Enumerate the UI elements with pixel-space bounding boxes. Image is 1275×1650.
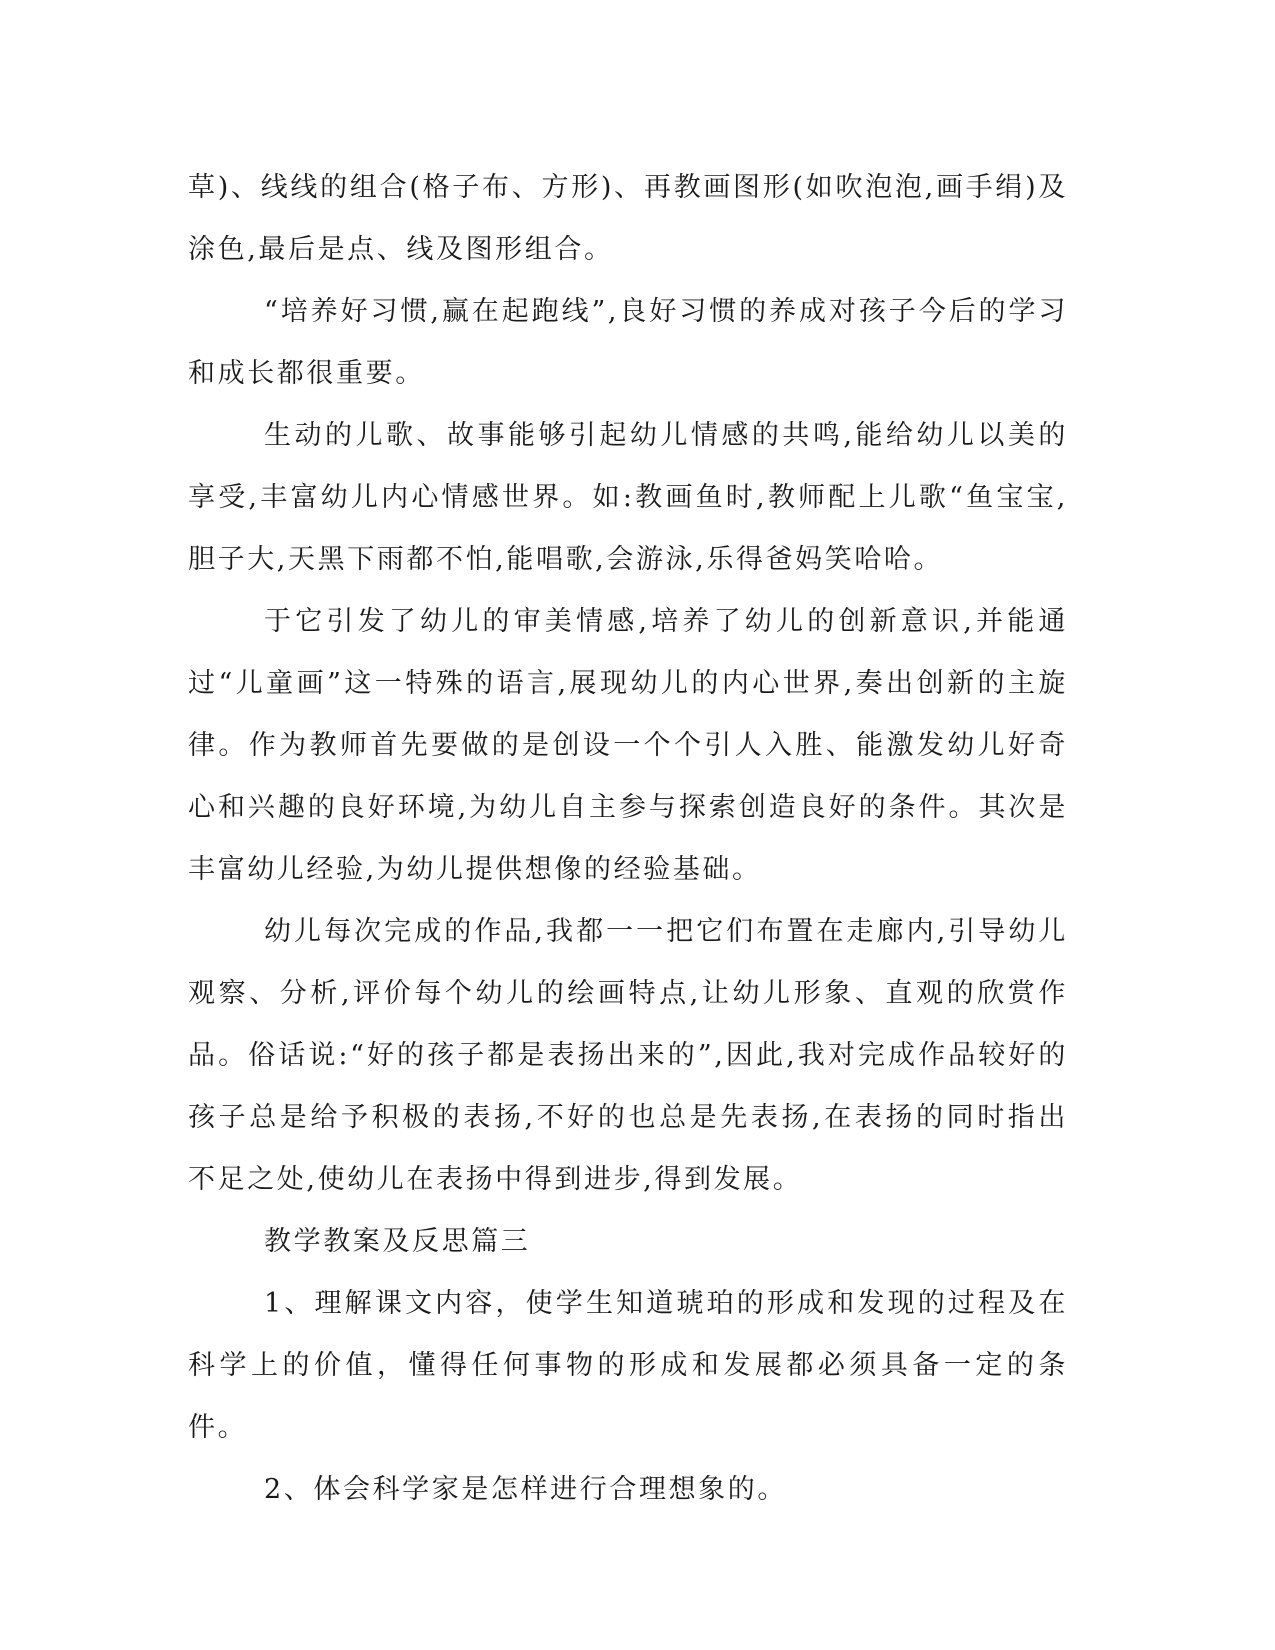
list-item: 2、体会科学家是怎样进行合理想象的。 <box>264 1474 787 1505</box>
list-item: 1、理解课文内容，使学生知道琥珀的形成和发现的过程及在科学上的价值，懂得任何事物的形成和发展都必须具备一定的条件。 <box>188 1288 1068 1443</box>
paragraph-works-display: 幼儿每次完成的作品,我都一一把它们布置在走廊内,引导幼儿观察、分析,评价每个幼儿的绘画特点,让幼儿形象、直观的欣赏作品。俗话说:“好的孩子都是表扬出来的”,因此,我对完成作品较好的孩子总是给予积极的表扬,不好的也总是先表扬,在表扬的同时指出不足之处,使幼儿在表扬中得到进步,得到发展。 <box>188 916 1068 1195</box>
paragraph-habits: “培养好习惯,赢在起跑线”,良好习惯的养成对孩子今后的学习和成长都很重要。 <box>188 296 1068 389</box>
paragraph-continuation: 草)、线线的组合(格子布、方形)、再教画图形(如吹泡泡,画手绢)及涂色,最后是点、线及图形组合。 <box>188 172 1068 265</box>
document-body <box>188 157 1068 1521</box>
paragraph-aesthetic: 于它引发了幼儿的审美情感,培养了幼儿的创新意识,并能通过“儿童画”这一特殊的语言,展现幼儿的内心世界,奏出创新的主旋律。作为教师首先要做的是创设一个个引人入胜、能激发幼儿好奇心和兴趣的良好环境,为幼儿自主参与探索创造良好的条件。其次是丰富幼儿经验,为幼儿提供想像的经验基础。 <box>188 606 1068 885</box>
section-heading: 教学教案及反思篇三 <box>264 1226 531 1257</box>
paragraph-songs-stories: 生动的儿歌、故事能够引起幼儿情感的共鸣,能给幼儿以美的享受,丰富幼儿内心情感世界。如:教画鱼时,教师配上儿歌“鱼宝宝,胆子大,天黑下雨都不怕,能唱歌,会游泳,乐得爸妈笑哈哈。 <box>188 420 1068 575</box>
